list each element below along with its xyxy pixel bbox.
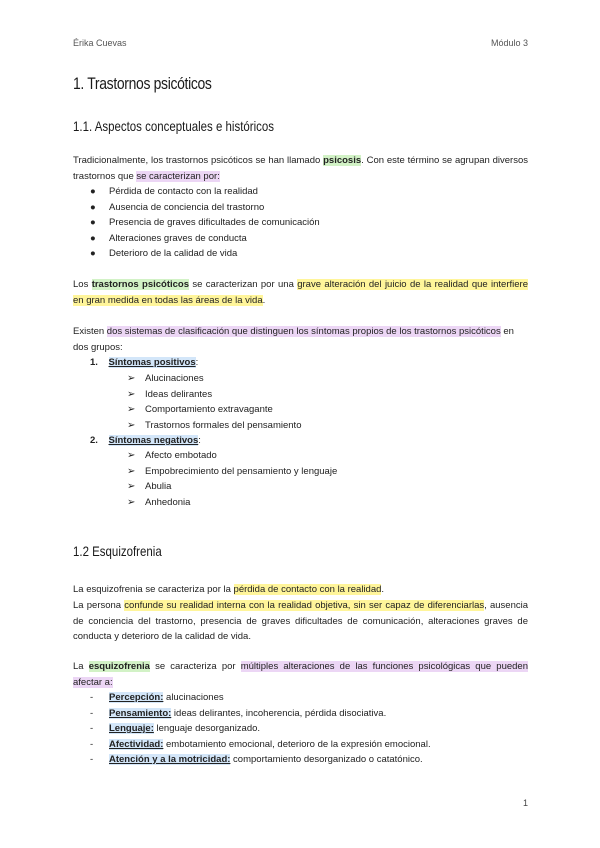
term-psicosis: psicosis bbox=[323, 155, 362, 166]
term-esquizofrenia: esquizofrenia bbox=[88, 661, 150, 672]
arrow-icon: ➢ bbox=[127, 496, 136, 508]
list-item: ➢ Empobrecimiento del pensamiento y lenguaje bbox=[127, 464, 337, 480]
section-heading-1-1: 1.1. Aspectos conceptuales e históricos bbox=[73, 118, 275, 134]
list-item: ● Deterioro de la calidad de vida bbox=[90, 246, 320, 262]
arrow-icon: ➢ bbox=[127, 481, 136, 492]
arrow-icon: ➢ bbox=[127, 419, 136, 431]
bullet-icon: ● bbox=[90, 217, 96, 228]
arrow-icon: ➢ bbox=[127, 404, 136, 415]
highlight-dos-sistemas: dos sistemas de clasificación que distinguen los síntomas propios de los trastornos psicóticos bbox=[106, 326, 501, 337]
list-item: - Lenguaje: lenguaje desorganizado. bbox=[90, 721, 431, 737]
label-sintomas-positivos: Síntomas positivos bbox=[108, 357, 196, 368]
page-number: 1 bbox=[522, 798, 528, 808]
positivos-list bbox=[127, 371, 301, 433]
list-item: ➢ Comportamiento extravagante bbox=[127, 402, 301, 418]
bullet-icon: ● bbox=[90, 201, 96, 213]
list-item: ➢ Ideas delirantes bbox=[127, 387, 301, 403]
highlight-multiples-alteraciones: múltiples alteraciones de las funciones psicológicas que pueden afectar a: bbox=[73, 661, 528, 688]
list-item: ● Pérdida de contacto con la realidad bbox=[90, 184, 320, 200]
dash-icon: - bbox=[90, 754, 94, 765]
paragraph-esquizofrenia-def: La esquizofrenia se caracteriza por la pérdida de contacto con la realidad. bbox=[73, 584, 385, 595]
header-author: Érika Cuevas bbox=[73, 38, 127, 48]
label-sintomas-negativos: Síntomas negativos bbox=[108, 435, 199, 446]
paragraph-clasificacion: Existen dos sistemas de clasificación que distinguen los síntomas propios de los trastornos psicóticos en dos grupos: bbox=[73, 326, 514, 353]
bullet-icon: ● bbox=[90, 186, 96, 197]
paragraph-persona: La persona confunde su realidad interna con la realidad objetiva, sin ser capaz de diferenciarlas, ausencia de conciencia del trastorno, presencia de graves dificultades de comunicación, alteraciones graves de conducta y deterioro de la calidad de vida. bbox=[73, 600, 528, 642]
list-item: ➢ Anhedonia bbox=[127, 495, 337, 511]
list-item: ● Presencia de graves dificultades de comunicación bbox=[90, 215, 320, 231]
section-heading-1-2: 1.2 Esquizofrenia bbox=[73, 543, 162, 559]
bullet-icon: ● bbox=[90, 232, 96, 244]
list-item: - Percepción: alucinaciones bbox=[90, 690, 431, 706]
dash-icon: - bbox=[90, 692, 94, 703]
arrow-icon: ➢ bbox=[127, 388, 136, 400]
highlight-caracterizan: se caracterizan por: bbox=[136, 170, 220, 182]
header-module: Módulo 3 bbox=[490, 38, 528, 48]
list-item: ➢ Alucinaciones bbox=[127, 371, 301, 387]
negativos-list bbox=[127, 448, 337, 510]
highlight-confunde: confunde su realidad interna con la realidad objetiva, sin ser capaz de diferenciarlas bbox=[124, 600, 485, 611]
group-negativos: 2. Síntomas negativos: bbox=[90, 435, 201, 446]
list-item: - Afectividad: embotamiento emocional, deterioro de la expresión emocional. bbox=[90, 737, 431, 753]
funciones-list bbox=[90, 690, 431, 768]
arrow-icon: ➢ bbox=[127, 450, 136, 461]
characteristics-list bbox=[90, 184, 320, 262]
paragraph-intro: Tradicionalmente, los trastornos psicóticos se han llamado psicosis. Con este término se agrupan diversos trastornos que se caracterizan por: bbox=[73, 155, 528, 182]
page-title: 1. Trastornos psicóticos bbox=[73, 74, 212, 93]
highlight-grave-alteracion: grave alteración del juicio de la realidad que interfiere en gran medida en todas las áreas de la vida bbox=[73, 279, 528, 306]
list-item: - Pensamiento: ideas delirantes, incoherencia, pérdida disociativa. bbox=[90, 706, 431, 722]
bullet-icon: ● bbox=[90, 248, 96, 259]
list-item: - Atención y a la motricidad: comportamiento desorganizado o catatónico. bbox=[90, 752, 431, 768]
group-positivos: 1. Síntomas positivos: bbox=[90, 357, 199, 368]
list-item: ➢ Afecto embotado bbox=[127, 448, 337, 464]
dash-icon: - bbox=[90, 738, 94, 750]
list-item: ➢ Abulia bbox=[127, 479, 337, 495]
dash-icon: - bbox=[90, 707, 94, 719]
list-item: ● Ausencia de conciencia del trastorno bbox=[90, 200, 320, 216]
list-item: ➢ Trastornos formales del pensamiento bbox=[127, 418, 301, 434]
paragraph-funciones: La esquizofrenia se caracteriza por múltiples alteraciones de las funciones psicológicas que pueden afectar a: bbox=[73, 661, 528, 688]
arrow-icon: ➢ bbox=[127, 465, 136, 477]
dash-icon: - bbox=[90, 723, 94, 734]
paragraph-trastornos: Los trastornos psicóticos se caracterizan por una grave alteración del juicio de la realidad que interfiere en gran medida en todas las áreas de la vida. bbox=[73, 279, 528, 306]
term-trastornos-psicoticos: trastornos psicóticos bbox=[91, 279, 190, 290]
highlight-perdida-contacto: pérdida de contacto con la realidad bbox=[233, 584, 382, 595]
list-item: ● Alteraciones graves de conducta bbox=[90, 231, 320, 247]
arrow-icon: ➢ bbox=[127, 373, 136, 384]
